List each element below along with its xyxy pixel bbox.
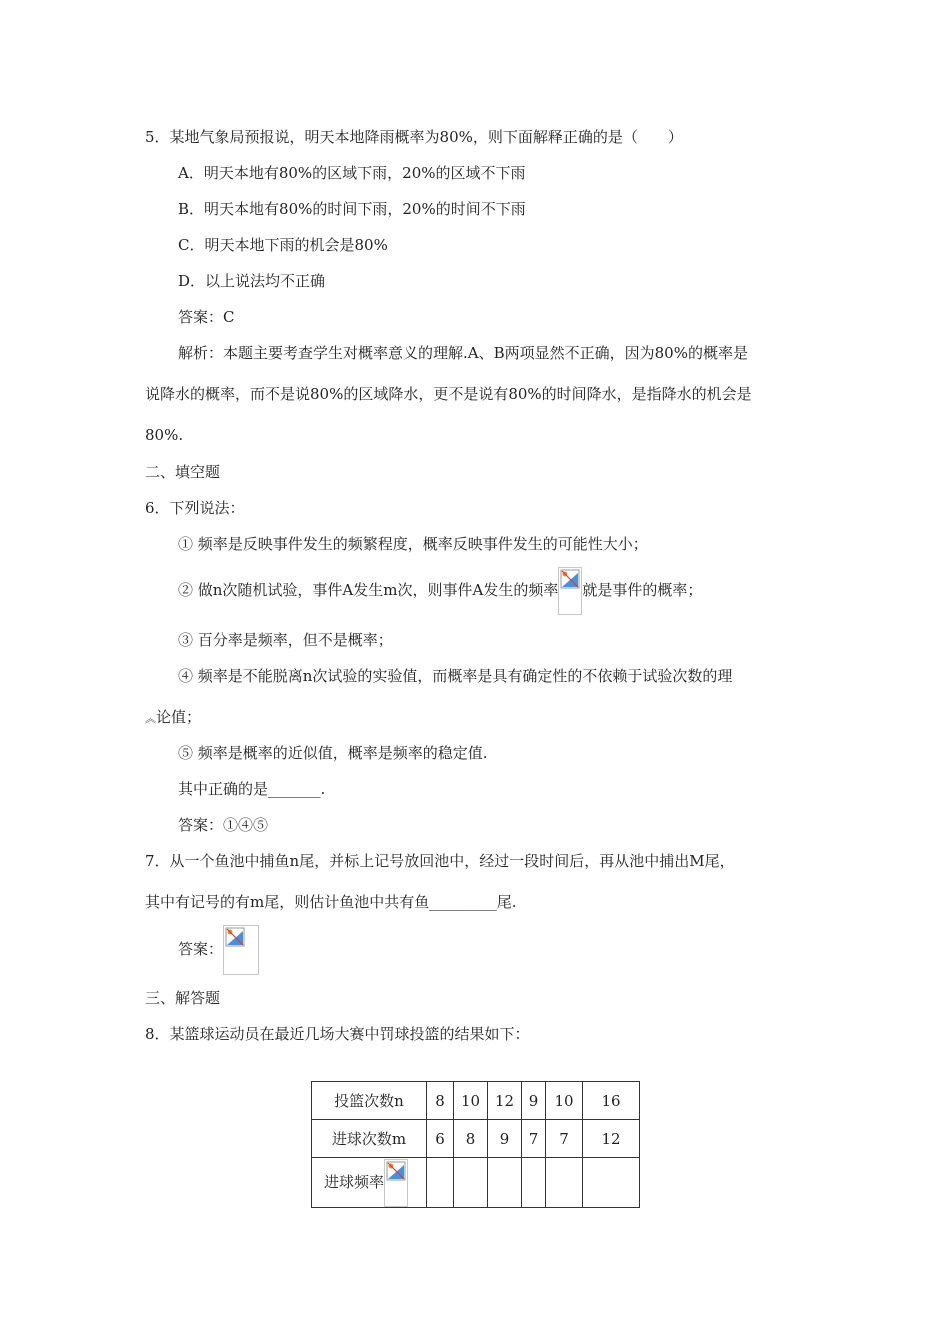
table-cell: 12 <box>583 1120 640 1158</box>
broken-image-icon <box>225 927 245 947</box>
table-row <box>312 1120 640 1158</box>
q8-stem: 8．某篮球运动员在最近几场大赛中罚球投篮的结果如下： <box>145 1025 530 1043</box>
section-fill-in-blank-heading: 二、填空题 <box>145 463 221 481</box>
table-cell: 10 <box>546 1082 583 1120</box>
q5-explanation-2: 说降水的概率，而不是说80%的区域降水，更不是说有80%的时间降水，是指降水的机会是 <box>145 385 752 403</box>
small-caret-mark: ︽ <box>145 712 156 725</box>
q5-explanation-3: 80%. <box>145 426 184 444</box>
q7-stem-1: 7．从一个鱼池中捕鱼n尾，并标上记号放回池中，经过一段时间后，再从池中捕出M尾， <box>145 852 735 870</box>
q6-statement-2-after: 就是事件的概率； <box>582 581 703 599</box>
table-cell: 10 <box>454 1082 488 1120</box>
table-cell: 12 <box>488 1082 522 1120</box>
row-label-shots: 投篮次数n <box>312 1082 427 1120</box>
broken-image-icon <box>560 569 580 589</box>
table-cell: 7 <box>522 1120 546 1158</box>
empty-cell <box>522 1158 546 1208</box>
q6-statement-2-before: ② 做n次随机试验，事件A发生m次，则事件A发生的频率 <box>178 581 559 599</box>
empty-cell <box>427 1158 454 1208</box>
q5-option-c: C．明天本地下雨的机会是80% <box>178 236 388 254</box>
empty-cell <box>583 1158 640 1208</box>
q5-option-b: B．明天本地有80%的时间下雨，20%的时间不下雨 <box>178 200 526 218</box>
table-cell: 7 <box>546 1120 583 1158</box>
q6-statement-4-line-2-text: 论值； <box>156 708 202 726</box>
q6-statement-4-line-2 <box>145 707 201 729</box>
answer-image-placeholder <box>223 925 259 975</box>
table-cell: 8 <box>454 1120 488 1158</box>
free-throw-table <box>311 1081 640 1208</box>
q6-stem: 6．下列说法： <box>145 499 245 517</box>
q5-explanation-1: 解析：本题主要考查学生对概率意义的理解.A、B两项显然不正确，因为80%的概率是 <box>178 344 748 362</box>
empty-cell <box>488 1158 522 1208</box>
q7-stem-2: 其中有记号的有m尾，则估计鱼池中共有鱼_________尾. <box>145 893 517 911</box>
empty-cell <box>454 1158 488 1208</box>
fraction-image-placeholder <box>558 567 582 615</box>
row-label-hits: 进球次数m <box>312 1120 427 1158</box>
row-label-frequency-cell <box>312 1158 427 1208</box>
table-cell: 9 <box>522 1082 546 1120</box>
q5-answer: 答案：C <box>178 308 235 326</box>
table-row <box>312 1082 640 1120</box>
q6-statement-4-line-1: ④ 频率是不能脱离n次试验的实验值，而概率是具有确定性的不依赖于试验次数的理 <box>178 667 733 685</box>
broken-image-icon <box>386 1161 406 1181</box>
q6-question: 其中正确的是_______. <box>178 780 326 798</box>
q5-option-a: A．明天本地有80%的区域下雨，20%的区域不下雨 <box>178 164 526 182</box>
q5-option-d: D．以上说法均不正确 <box>178 272 326 290</box>
q7-answer-label: 答案： <box>178 940 224 958</box>
table-cell: 16 <box>583 1082 640 1120</box>
empty-cell <box>546 1158 583 1208</box>
q6-statement-3: ③ 百分率是频率，但不是概率； <box>178 631 393 649</box>
q7-answer <box>178 924 259 975</box>
q6-statement-2 <box>178 566 702 615</box>
table-cell: 8 <box>427 1082 454 1120</box>
table-cell: 6 <box>427 1120 454 1158</box>
q6-statement-1: ① 频率是反映事件发生的频繁程度，概率反映事件发生的可能性大小； <box>178 535 648 553</box>
q5-stem: 5．某地气象局预报说，明天本地降雨概率为80%，则下面解释正确的是（ ） <box>145 128 683 146</box>
section-solution-heading: 三、解答题 <box>145 989 221 1007</box>
table-row <box>312 1158 640 1208</box>
q6-answer: 答案：①④⑤ <box>178 816 269 834</box>
row-label-frequency: 进球频率 <box>324 1172 385 1191</box>
table-cell: 9 <box>488 1120 522 1158</box>
frequency-image-placeholder <box>384 1159 408 1207</box>
q6-statement-5: ⑤ 频率是概率的近似值，概率是频率的稳定值. <box>178 744 488 762</box>
